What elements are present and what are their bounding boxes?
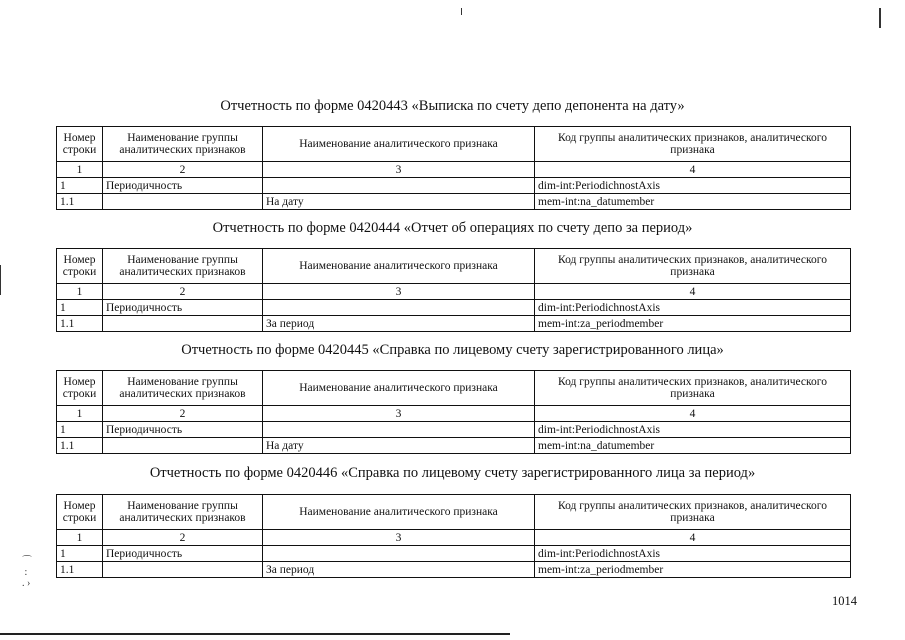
row-num: 1.1	[57, 316, 103, 332]
row-attribute	[263, 422, 535, 438]
column-number: 4	[535, 530, 851, 546]
row-group	[103, 194, 263, 210]
margin-scan-marks: ⌒ : . ›	[22, 556, 35, 589]
header-attribute: Наименование аналитического признака	[263, 127, 535, 162]
row-group: Периодичность	[103, 178, 263, 194]
row-group: Периодичность	[103, 300, 263, 316]
row-code: mem-int:za_periodmember	[535, 316, 851, 332]
column-number: 2	[103, 530, 263, 546]
table-header-row	[57, 127, 851, 162]
header-group: Наименование группы аналитических признаков	[103, 495, 263, 530]
header-group: Наименование группы аналитических признаков	[103, 249, 263, 284]
row-num: 1	[57, 178, 103, 194]
table-row	[57, 300, 851, 316]
table-header-row	[57, 495, 851, 530]
page-number: 1014	[832, 594, 857, 608]
scan-edge-rule	[0, 633, 510, 635]
table-row	[57, 562, 851, 578]
header-attribute: Наименование аналитического признака	[263, 371, 535, 406]
column-number: 1	[57, 284, 103, 300]
section-title-0420444: Отчетность по форме 0420444 «Отчет об операциях по счету депо за период»	[212, 220, 693, 236]
table-row	[57, 316, 851, 332]
scan-artifact-mark	[0, 265, 1, 295]
column-number: 4	[535, 284, 851, 300]
row-group: Периодичность	[103, 546, 263, 562]
column-number: 3	[263, 162, 535, 178]
table-row	[57, 546, 851, 562]
row-attribute: За период	[263, 316, 535, 332]
section-title-0420443: Отчетность по форме 0420443 «Выписка по счету депо депонента на дату»	[220, 98, 685, 114]
row-group	[103, 316, 263, 332]
row-num: 1	[57, 422, 103, 438]
column-number-row	[57, 530, 851, 546]
row-attribute: На дату	[263, 194, 535, 210]
header-group: Наименование группы аналитических признаков	[103, 127, 263, 162]
row-num: 1.1	[57, 194, 103, 210]
header-code: Код группы аналитических признаков, аналитического признака	[535, 249, 851, 284]
column-number: 4	[535, 406, 851, 422]
column-number: 1	[57, 530, 103, 546]
header-code: Код группы аналитических признаков, аналитического признака	[535, 495, 851, 530]
header-group: Наименование группы аналитических признаков	[103, 371, 263, 406]
table-0420446	[56, 494, 851, 578]
row-num: 1.1	[57, 438, 103, 454]
row-code: mem-int:za_periodmember	[535, 562, 851, 578]
column-number-row	[57, 284, 851, 300]
row-group	[103, 562, 263, 578]
row-attribute	[263, 300, 535, 316]
row-attribute: За период	[263, 562, 535, 578]
column-number: 3	[263, 284, 535, 300]
table-row	[57, 194, 851, 210]
section-title-0420446: Отчетность по форме 0420446 «Справка по лицевому счету зарегистрированного лица за период»	[149, 465, 756, 481]
column-number: 1	[57, 162, 103, 178]
column-number: 3	[263, 530, 535, 546]
header-num: Номер строки	[57, 127, 103, 162]
table-row	[57, 422, 851, 438]
row-attribute	[263, 546, 535, 562]
row-code: dim-int:PeriodichnostAxis	[535, 546, 851, 562]
table-header-row	[57, 249, 851, 284]
header-num: Номер строки	[57, 249, 103, 284]
row-num: 1.1	[57, 562, 103, 578]
table-row	[57, 178, 851, 194]
header-code: Код группы аналитических признаков, аналитического признака	[535, 371, 851, 406]
header-attribute: Наименование аналитического признака	[263, 495, 535, 530]
header-code: Код группы аналитических признаков, аналитического признака	[535, 127, 851, 162]
row-code: dim-int:PeriodichnostAxis	[535, 300, 851, 316]
row-group: Периодичность	[103, 422, 263, 438]
column-number-row	[57, 406, 851, 422]
scan-artifact-mark	[461, 8, 462, 15]
table-0420443	[56, 126, 851, 210]
header-num: Номер строки	[57, 371, 103, 406]
row-attribute	[263, 178, 535, 194]
row-num: 1	[57, 546, 103, 562]
table-0420445	[56, 370, 851, 454]
row-num: 1	[57, 300, 103, 316]
section-title-0420445: Отчетность по форме 0420445 «Справка по лицевому счету зарегистрированного лица»	[181, 342, 724, 358]
column-number: 2	[103, 284, 263, 300]
column-number-row	[57, 162, 851, 178]
column-number: 4	[535, 162, 851, 178]
row-group	[103, 438, 263, 454]
header-num: Номер строки	[57, 495, 103, 530]
column-number: 3	[263, 406, 535, 422]
row-code: mem-int:na_datumember	[535, 194, 851, 210]
row-code: dim-int:PeriodichnostAxis	[535, 422, 851, 438]
table-row	[57, 438, 851, 454]
row-code: mem-int:na_datumember	[535, 438, 851, 454]
column-number: 2	[103, 406, 263, 422]
header-attribute: Наименование аналитического признака	[263, 249, 535, 284]
row-code: dim-int:PeriodichnostAxis	[535, 178, 851, 194]
column-number: 1	[57, 406, 103, 422]
row-attribute: На дату	[263, 438, 535, 454]
table-0420444	[56, 248, 851, 332]
scan-artifact-mark	[879, 8, 881, 28]
table-header-row	[57, 371, 851, 406]
column-number: 2	[103, 162, 263, 178]
